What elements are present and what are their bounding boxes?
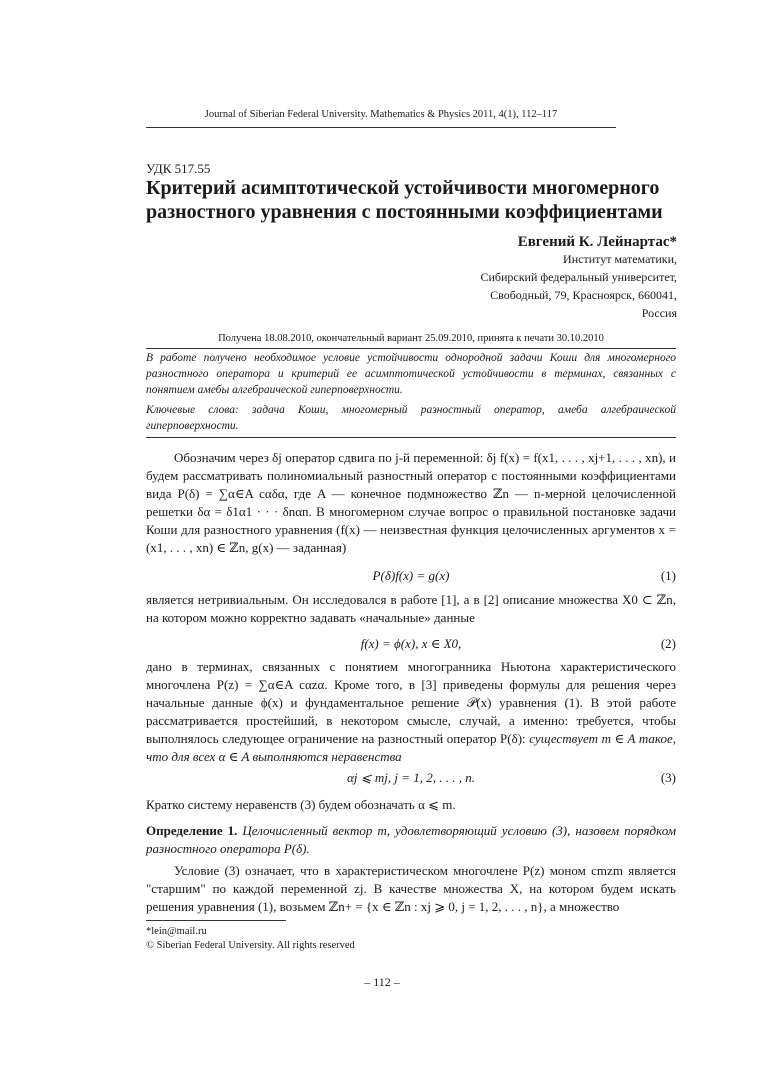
footnote-rule [146, 920, 286, 921]
header-rule [146, 127, 616, 128]
keywords: Ключевые слова: задача Коши, многомерный разностный оператор, амеба алгебраической гиперповерхности. [146, 404, 676, 432]
journal-header: Journal of Siberian Federal University. Mathematics & Physics 2011, 4(1), 112–117 [204, 109, 558, 120]
paper-title: Критерий асимптотической устойчивости многомерного разностного уравнения с постоянными коэффициентами [146, 177, 663, 223]
paragraph-3 [146, 658, 676, 766]
footnote-copyright: © Siberian Federal University. All rights reserved [146, 940, 355, 951]
author-affiliation [480, 250, 677, 322]
author-name: Евгений К. Лейнартас* [517, 234, 677, 250]
paragraph-5: Условие (3) означает, что в характеристическом многочлене P(z) моном cmzm является "старшим" по каждой переменной zj. В качестве множества X, на котором будем искать решения уравнения (1), возьмем ℤn+ = {x ∈ ℤn : xj ⩾ 0, j = 1, 2, . . . , n}, а множество [146, 863, 676, 914]
abstract-top-rule [146, 348, 676, 349]
definition-text: Целочисленный вектор m, удовлетворяющий условию (3), назовем порядком разностного оператора P(δ). [146, 823, 676, 856]
equation-1 [146, 568, 676, 586]
paragraph-intro: Обозначим через δj оператор сдвига по j-й переменной: δj f(x) = f(x1, . . . , xj+1, . . . , xn), и будем рассматривать полиномиальный разностный оператор с постоянными коэффициентами вида P(δ) = ∑α∈A cαδα, где A — конечное подмножество ℤn — n-мерной целочисленной решетки δα = δ1α1 · · · δnαn. В многомерном случае вопрос о правильной постановке задачи Коши для разностного уравнения (f(x) — неизвестная функция целочисленных аргументов x = (x1, . . . , xn) ∈ ℤn, g(x) — заданная) [146, 450, 676, 555]
equation-3 [146, 770, 676, 788]
affiliation-line: Сибирский федеральный университет, [480, 270, 677, 284]
affiliation-line: Институт математики, [563, 252, 677, 266]
page-number: – 112 – [364, 975, 400, 989]
affiliation-line: Свободный, 79, Красноярск, 660041, [490, 288, 677, 302]
affiliation-line: Россия [641, 306, 677, 320]
equation-number: (3) [660, 770, 676, 785]
paragraph-3-text: дано в терминах, связанных с понятием многогранника Ньютона характеристического многочлена P(z) = ∑α∈A cαzα. Кроме того, в [3] приведены формулы для решения через начальные данные ϕ(x) и фундаментальное решение 𝒫(x) уравнения (1). В этой работе рассматривается простейший, в некотором смысле, случай, а именно: требуется, чтобы выполнялось следующее ограничение на разностный оператор P(δ): [146, 659, 676, 746]
definition-label: Определение 1. [146, 823, 238, 838]
paragraph-3-italic: существует m ∈ A такое, что для всех α ∈ A выполняются неравенства [146, 731, 676, 764]
equation-expr: αj ⩽ mj, j = 1, 2, . . . , n. [347, 770, 475, 785]
abstract-bottom-rule [146, 437, 676, 438]
equation-number: (1) [660, 568, 676, 583]
udk-code: УДК 517.55 [146, 161, 211, 176]
equation-2 [146, 636, 676, 654]
equation-expr: f(x) = ϕ(x), x ∈ X0, [360, 636, 462, 651]
paragraph-2: является нетривиальным. Он исследовался в работе [1], а в [2] описание множества X0 ⊂ ℤn, на котором можно корректно задавать «начальные» данные [146, 592, 676, 625]
definition-1 [146, 822, 676, 858]
footnote-email: *lein@mail.ru [146, 926, 207, 937]
abstract: В работе получено необходимое условие устойчивости однородной задачи Коши для многомерного разностного оператора и критерий ее асимптотической устойчивости в терминах, связанных с понятием амебы алгебраической гиперповерхности. [146, 352, 676, 396]
equation-expr: P(δ)f(x) = g(x) [372, 568, 450, 583]
paragraph-4: Кратко систему неравенств (3) будем обозначать α ⩽ m. [146, 797, 456, 812]
received-dates: Получена 18.08.2010, окончательный вариант 25.09.2010, принята к печати 30.10.2010 [218, 333, 604, 344]
equation-number: (2) [660, 636, 676, 651]
